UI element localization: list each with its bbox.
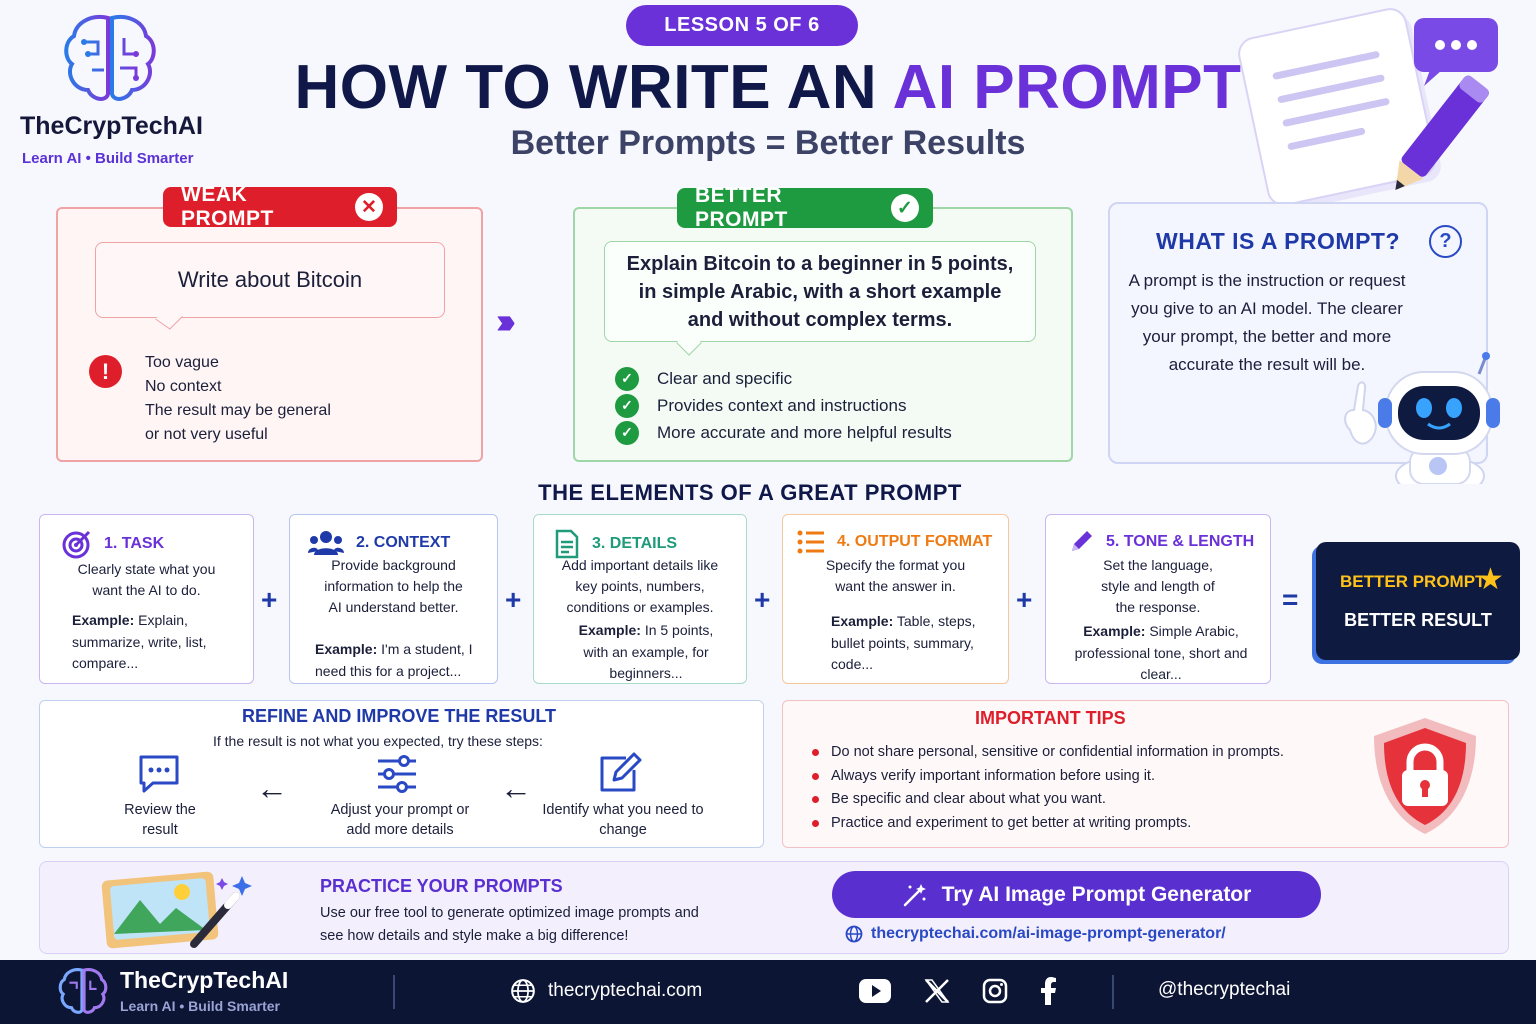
issue-item: No context — [145, 378, 222, 395]
card-title: 1. TASK — [104, 535, 165, 552]
check-icon: ✓ — [615, 421, 639, 445]
document-pencil-illustration — [1226, 8, 1516, 206]
element-card-details — [533, 514, 747, 684]
tip-item: Do not share personal, sensitive or confidential information in prompts. — [812, 741, 1284, 765]
weak-prompt-label: WEAK PROMPT — [181, 183, 274, 230]
plus-icon: + — [754, 584, 771, 615]
refine-subtitle: If the result is not what you expected, try these steps: — [213, 733, 543, 749]
globe-icon — [845, 925, 863, 943]
arrow-left-icon: ← — [256, 770, 288, 806]
card-description: Add important details like key points, numbers, conditions or examples. — [561, 557, 719, 615]
brand-name: TheCrypTechAI — [20, 112, 203, 140]
card-description: Provide background information to help the AI understand better. — [324, 557, 463, 615]
weak-prompt-badge — [163, 183, 397, 230]
better-prompt-bubble: Explain Bitcoin to a beginner in 5 points, in simple Arabic, with a short example and without complex terms. — [604, 241, 1036, 342]
lesson-badge: LESSON 5 OF 6 — [626, 5, 858, 46]
shield-lock-icon — [1368, 714, 1482, 838]
issue-item: or not very useful — [145, 426, 268, 443]
tips-list — [812, 741, 1284, 835]
issue-item: Too vague — [145, 354, 219, 371]
plus-icon: + — [505, 584, 522, 615]
card-description: Set the language, style and length of the response. — [1101, 557, 1215, 615]
element-card-tone-length — [1045, 514, 1271, 684]
result-line-2: BETTER RESULT — [1344, 610, 1492, 630]
triple-chevron-icon: ››› — [496, 300, 508, 341]
alert-icon: ! — [89, 355, 122, 388]
better-prompt-label: BETTER PROMPT — [695, 184, 788, 231]
globe-icon — [510, 978, 536, 1004]
footer-tagline: Learn AI • Build Smarter — [120, 998, 280, 1014]
check-icon: ✓ — [615, 367, 639, 391]
try-generator-label: Try AI Image Prompt Generator — [941, 882, 1252, 906]
issue-item: The result may be general — [145, 402, 331, 419]
sliders-icon — [376, 754, 418, 794]
chat-icon — [138, 754, 180, 794]
footer-website-link[interactable]: thecryptechai.com — [510, 978, 702, 1004]
card-title: 3. DETAILS — [592, 535, 678, 552]
x-icon: ✕ — [355, 193, 383, 221]
card-example: Example: I'm a student, I need this for a project... — [315, 641, 473, 679]
card-example: Example: Simple Arabic, professional tone, short and clear... — [1074, 623, 1248, 682]
tips-title: IMPORTANT TIPS — [975, 708, 1126, 728]
generator-link[interactable]: thecryptechai.com/ai-image-prompt-generator/ — [845, 925, 1226, 943]
tip-item: Always verify important information before using it. — [812, 765, 1284, 789]
element-card-output-format — [782, 514, 1009, 684]
refine-title: REFINE AND IMPROVE THE RESULT — [242, 706, 557, 726]
question-icon: ? — [1429, 225, 1462, 258]
brand-tagline: Learn AI • Build Smarter — [22, 150, 194, 167]
card-description: Specify the format you want the answer in. — [825, 557, 966, 594]
plus-icon: + — [261, 584, 278, 615]
card-example: Example: Table, steps, bullet points, summary, code... — [831, 613, 976, 672]
card-title: 4. OUTPUT FORMAT — [837, 533, 993, 550]
instagram-icon[interactable] — [980, 976, 1010, 1006]
page-subtitle: Better Prompts = Better Results — [510, 124, 1026, 162]
benefit-item: ✓ Clear and specific — [615, 365, 952, 392]
step-identify: Identify what you need to change — [542, 802, 704, 838]
card-title: 2. CONTEXT — [356, 534, 451, 551]
star-icon: ★ — [1477, 563, 1504, 596]
footer-brand-name: TheCrypTechAI — [120, 967, 289, 993]
footer-handle[interactable]: @thecryptechai — [1158, 979, 1291, 1000]
equals-icon: = — [1282, 584, 1299, 615]
list-icon — [797, 529, 825, 555]
arrow-left-icon: ← — [500, 770, 532, 806]
element-card-context — [289, 514, 498, 684]
footer-divider — [393, 975, 395, 1009]
step-review: Review the result — [124, 802, 196, 838]
card-title: 5. TONE & LENGTH — [1106, 533, 1255, 550]
what-is-prompt-title: WHAT IS A PROMPT? — [1156, 228, 1401, 254]
what-is-prompt-body: A prompt is the instruction or request you give to an AI model. The clearer your prompt, the better and more accurate the result will be. — [1128, 271, 1406, 374]
edit-icon — [598, 752, 642, 794]
card-example: Example: Explain, summarize, write, list, compare... — [72, 612, 207, 671]
weak-prompt-bubble: Write about Bitcoin — [95, 242, 445, 318]
elements-title: THE ELEMENTS OF A GREAT PROMPT — [538, 480, 962, 505]
better-prompt-badge — [677, 184, 933, 231]
practice-body: Use our free tool to generate optimized image prompts and see how details and style make a big difference! — [320, 905, 699, 944]
image-wand-icon — [96, 868, 260, 950]
robot-icon — [1336, 352, 1512, 484]
element-card-task — [39, 514, 254, 684]
benefit-item: ✓ More accurate and more helpful results — [615, 419, 952, 446]
youtube-icon[interactable] — [858, 976, 892, 1006]
target-icon — [62, 529, 92, 559]
check-icon: ✓ — [891, 194, 919, 222]
tip-item: Be specific and clear about what you want. — [812, 788, 1284, 812]
tip-item: Practice and experiment to get better at writing prompts. — [812, 812, 1284, 836]
benefit-item: ✓ Provides context and instructions — [615, 392, 952, 419]
step-adjust: Adjust your prompt or add more details — [330, 802, 470, 838]
x-icon[interactable] — [922, 976, 952, 1006]
magic-wand-icon — [902, 882, 928, 908]
footer-divider — [1112, 975, 1114, 1009]
card-description: Clearly state what you want the AI to do. — [77, 561, 216, 598]
result-line-1: BETTER PROMPT — [1340, 572, 1486, 591]
pencil-icon — [1068, 529, 1094, 555]
weak-issues-list — [145, 351, 331, 447]
facebook-icon[interactable] — [1036, 976, 1062, 1006]
page-title: HOW TO WRITE AN AI PROMPT — [294, 53, 1242, 122]
try-generator-button[interactable] — [832, 871, 1321, 918]
practice-title: PRACTICE YOUR PROMPTS — [320, 876, 563, 896]
plus-icon: + — [1016, 584, 1033, 615]
better-result-box — [1316, 542, 1520, 660]
title-accent: AI PROMPT — [892, 53, 1242, 122]
check-icon: ✓ — [615, 394, 639, 418]
users-icon — [308, 529, 344, 557]
brain-logo-icon — [58, 966, 108, 1016]
better-benefits-list — [615, 365, 952, 446]
card-example: Example: In 5 points, with an example, for beginners... — [578, 622, 714, 681]
